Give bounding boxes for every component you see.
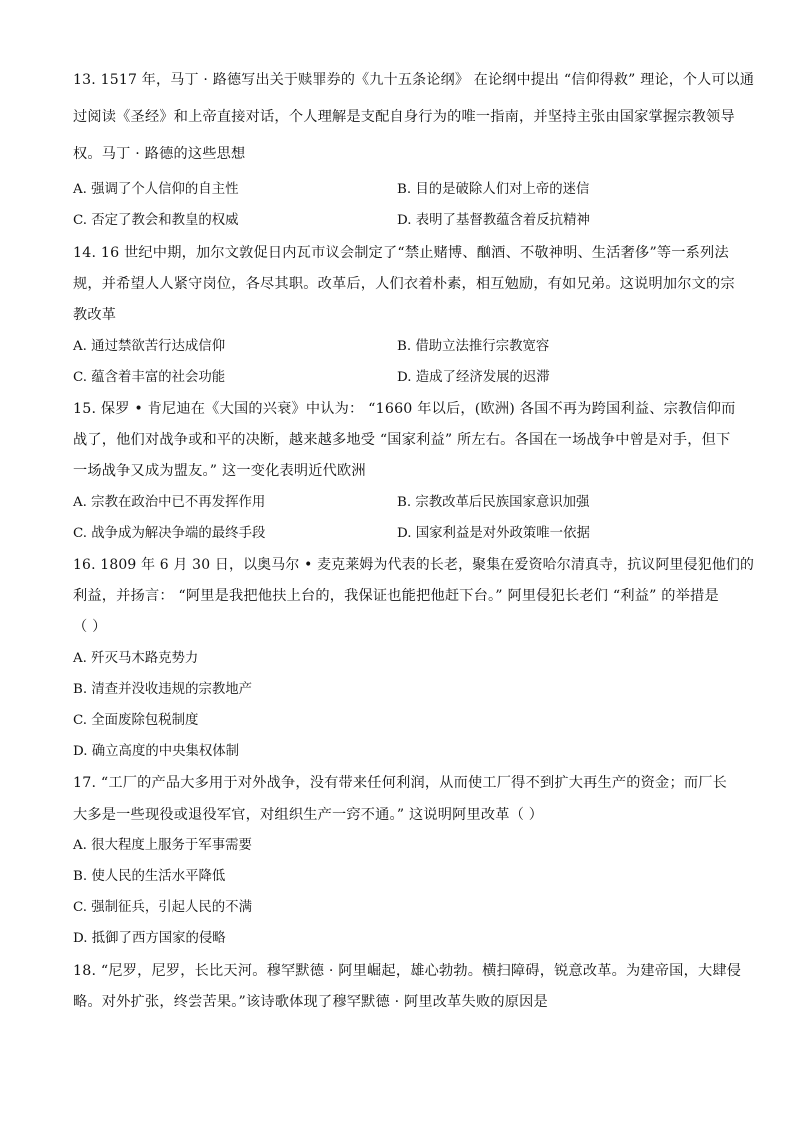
- question-text-line: 略。对外扩张，终尝苦果。”该诗歌体现了穆罕默德 · 阿里改革失败的原因是: [73, 994, 548, 1010]
- question-text-line: 权。马丁 · 路德的这些思想: [73, 146, 246, 162]
- option-c: C. 否定了教会和教皇的权威: [73, 213, 239, 228]
- option-a: A. 宗教在政治中已不再发挥作用: [73, 495, 266, 510]
- question-text-line: 战了，他们对战争或和平的决断，越来越多地受 “国家利益” 所左右。各国在一场战争中曾是对手，但下: [73, 432, 731, 448]
- option-c: C. 蕴含着丰富的社会功能: [73, 370, 226, 385]
- option-d: D. 抵御了西方国家的侵略: [73, 931, 226, 946]
- question-text-line: 利益，并扬言： “阿里是我把他扶上台的，我保证也能把他赶下台。” 阿里侵犯长老们 “利益” 的举措是: [73, 588, 719, 604]
- question-answer-blank: （ ）: [73, 619, 107, 635]
- question-text-line: 16. 1809 年 6 月 30 日，以奥马尔 • 麦克莱姆为代表的长老，聚集在爱资哈尔清真寺，抗议阿里侵犯他们的: [73, 557, 755, 573]
- option-d: D. 表明了基督教蕴含着反抗精神: [397, 213, 590, 228]
- question-text-line: 教改革: [73, 307, 117, 323]
- option-c: C. 全面废除包税制度: [73, 713, 199, 728]
- question-text-line: 过阅读《圣经》和上帝直接对话，个人理解是支配自身行为的唯一指南，并坚持主张由国家掌握宗教领导: [73, 109, 735, 125]
- option-b: B. 借助立法推行宗教宽容: [397, 339, 550, 354]
- question-text-line: 大多是一些现役或退役军官，对组织生产一窍不通。” 这说明阿里改革（ ）: [73, 807, 544, 823]
- option-d: D. 造成了经济发展的迟滞: [397, 370, 550, 385]
- question-text-line: 规，并希望人人紧守岗位，各尽其职。改革后，人们衣着朴素，相互勉励，有如兄弟。这说明加尔文的宗: [73, 276, 735, 292]
- option-d: D. 确立高度的中央集权体制: [73, 744, 240, 759]
- option-a: A. 歼灭马木路克势力: [73, 651, 199, 666]
- option-c: C. 强制征兵，引起人民的不满: [73, 900, 252, 915]
- question-text-line: 15. 保罗 • 肯尼迪在《大国的兴衰》中认为： “1660 年以后，(欧洲) 各国不再为跨国利益、宗教信仰而: [73, 401, 736, 417]
- option-a: A. 强调了个人信仰的自主性: [73, 182, 239, 197]
- option-c: C. 战争成为解决争端的最终手段: [73, 526, 266, 541]
- option-b: B. 宗教改革后民族国家意识加强: [397, 495, 590, 510]
- option-b: B. 使人民的生活水平降低: [73, 869, 226, 884]
- option-b: B. 目的是破除人们对上帝的迷信: [397, 182, 590, 197]
- option-a: A. 通过禁欲苦行达成信仰: [73, 339, 226, 354]
- option-a: A. 很大程度上服务于军事需要: [73, 838, 252, 853]
- question-text-line: 17. “工厂的产品大多用于对外战争，没有带来任何利润，从而使工厂得不到扩大再生产的资金；而厂长: [73, 775, 727, 791]
- option-b: B. 清查并没收违规的宗教地产: [73, 682, 253, 697]
- question-text-line: 14. 16 世纪中期，加尔文敦促日内瓦市议会制定了“禁止赌博、酗酒、不敬神明、生活奢侈”等一系列法: [73, 245, 729, 261]
- question-text-line: 18. “尼罗，尼罗，长比天河。穆罕默德 · 阿里崛起，雄心勃勃。横扫障碍，锐意改革。为建帝国，大肆侵: [73, 963, 742, 979]
- question-text-line: 13. 1517 年，马丁 · 路德写出关于赎罪券的《九十五条论纲》 在论纲中提出 “信仰得救” 理论，个人可以通: [73, 72, 755, 88]
- question-text-line: 一场战争又成为盟友。” 这一变化表明近代欧洲: [73, 463, 366, 479]
- option-d: D. 国家利益是对外政策唯一依据: [397, 526, 590, 541]
